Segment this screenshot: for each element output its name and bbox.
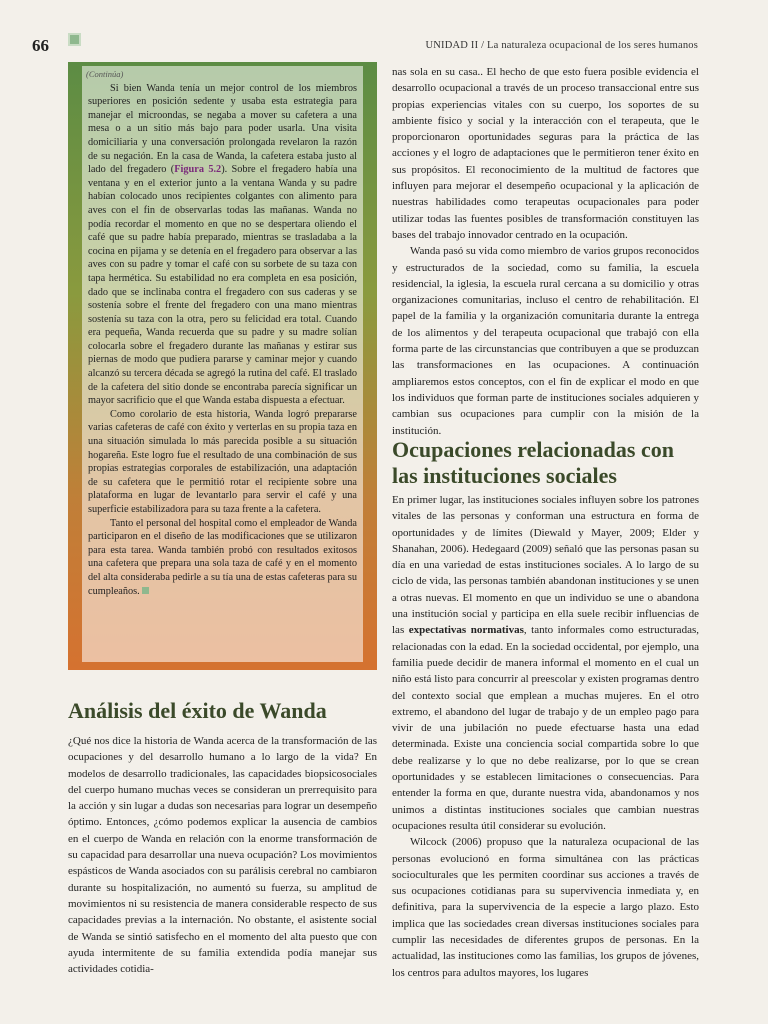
- page-number: 66: [32, 36, 49, 55]
- case-study-text: [82, 66, 363, 662]
- continua-label: (Continúa): [86, 69, 124, 79]
- figure-reference[interactable]: Figura 5.2: [174, 164, 222, 176]
- box-paragraph-2: Como corolario de esta historia, Wanda logró prepararse varias cafeteras de café con éxito y verterlas en su propia taza en una situación simulada lo más parecida posible a su situación hogareña. Este logro fue el resultado de una combinación de sus propias estrategias corporales de estabilización, una adaptación de su cafetera que le permitió rotar el recipiente sobre una plataforma en lugar de levantarlo para servir el café y una superficie estabilizadora para su taza frente a la cafetera.: [88, 408, 357, 515]
- section-heading-ocupaciones: Ocupaciones relacionadas con las instituciones sociales: [392, 437, 674, 488]
- green-square-icon: [68, 33, 81, 46]
- right-column-top: [392, 64, 699, 439]
- right-paragraph-3: En primer lugar, las instituciones sociales influyen sobre los patrones vitales de las personas y conforman una estructura en forma de oportunidades y de límites (Diewald y Mayer, 2009; Elder y Shanahan, 2006). Hedegaard (2009) señaló que las personas pasan su día en una variedad de estas instituciones sociales. A lo largo de su ciclo de vida, las personas también abandonan instituciones y se unen a otras nuevas. El momento en que un individuo se une o abandona una institución social y participa en ella suele recibir influencias de las expectativas normativas, tanto informales como estructuradas, relacionadas con la edad. En la sociedad occidental, por ejemplo, una familia puede decidir de manera informal el momento en el cual un niño está listo para concurrir al preescolar y existen programas dentro del contexto social que emplean a muchas mujeres. En el otro extremo, el abandono del lugar de trabajo y de un empleo pago para vivir de una jubilación no puede efectuarse hasta una edad determinada. Existe una conciencia social compartida sobre lo que debe realizarse y lo que no debe realizarse, por lo que se crean oportunidades y se establecen limitaciones o consecuencias. Para entender la forma en que, durante nuestra vida, abandonamos y nos unimos a distintas instituciones sociales que cambian nuestras ocupaciones resulta útil considerar su evolución.: [392, 494, 699, 832]
- case-study-box: [68, 62, 377, 670]
- right-column-bottom: [392, 492, 699, 981]
- key-term: expectativas normativas: [408, 624, 524, 637]
- end-mark-icon: [142, 587, 149, 594]
- box-paragraph-3: Tanto el personal del hospital como el empleador de Wanda participaron en el diseño de las modificaciones que se utilizaron para esta tarea. Wanda también probó con resultados exitosos una cafetera que prepara una sola taza de café y en el momento del alta consideraba pedirle a su tía una de estas cafeteras para su cumpleaños.: [88, 517, 357, 597]
- right-paragraph-1: nas sola en su casa.. El hecho de que esto fuera posible evidencia el desarrollo ocupacional a través de un proceso transaccional entre sus propias experiencias vitales con su cuerpo, los soportes de su ambiente físico y social y la interacción con el terapeuta, que le proporcionaron oportunidades seguras para la práctica de las acciones y el logro de adaptaciones que le permitieron tener éxito en sus propósitos. El reconocimiento de la multitud de factores que influyen para mejorar el desempeño ocupacional y la aplicación de nuestras habilidades como terapeutas ocupacionales para poder utilizar todas las fuentes posibles de transformación constituyen las bases del trabajo innovador centrado en la ocupación.: [392, 66, 699, 241]
- section-heading-analisis: Análisis del éxito de Wanda: [68, 698, 327, 723]
- left-paragraph-1: ¿Qué nos dice la historia de Wanda acerca de la transformación de las ocupaciones y del desarrollo humano a lo largo de la vida? En modelos de desarrollo tradicionales, las capacidades biopsicosociales del cuerpo humano muchas veces se consideran un prerrequisito para la acción y sin lugar a dudas son necesarias para lograr un desempeño óptimo. Entonces, ¿cómo podemos explicar la ausencia de cambios en el cuerpo de Wanda en relación con la enorme transformación de su capacidad para desarrollar una nueva ocupación? Los movimientos espásticos de Wanda asociados con su parálisis cerebral no cambiaron durante su hospitalización, no aumentó su fuerza, su amplitud de movimientos ni su resistencia de manera considerable respecto de sus capacidades previas a la internación. No obstante, el asistente social de Wanda se sintió satisfecho en el momento del alta puesto que con ayuda intermitente de su familia extendida podía manejar sus actividades cotidia-: [68, 735, 377, 976]
- left-column: [68, 733, 377, 977]
- right-paragraph-2: Wanda pasó su vida como miembro de varios grupos reconocidos y estructurados de la sociedad, como su familia, la escuela residencial, la iglesia, la escuela rural cercana a su domicilio y otras organizaciones comunitarias, incluso el centro de rehabilitación. El papel de la familia y la organización comunitaria durante la entrega de los alimentos y del terapeuta ocupacional que trabajó con ella forma parte de las circunstancias que contribuyen a que se produzcan las transformaciones en las ocupaciones. A continuación ampliaremos estos conceptos, con el fin de explicar el modo en que los individuos que forman parte de instituciones sociales adquieren y cambian sus ocupaciones para cumplir con la misión de la institución.: [392, 245, 699, 437]
- running-head: UNIDAD II / La naturaleza ocupacional de los seres humanos: [425, 40, 698, 51]
- box-paragraph-1: Si bien Wanda tenía un mejor control de los miembros superiores en posición sedente y usaba esta estrategia para manejar el microondas, se negaba a mover su cafetera a una mesa o a un sitio más bajo para poder usarla. Una visita domiciliaria y una conversación prolongada revelaron la razón de su negación. En la casa de Wanda, la cafetera estaba justo al lado del fregadero (Figura 5.2). Sobre el fregadero había una ventana y en el exterior junto a la ventana Wanda y su padre habían colocado unos recipientes colgantes con alimento para aves con el fin de observarlas todas las mañanas. Wanda no podía recordar el momento en que no se despertara oliendo el café que su padre había preparado, mientras se trasladaba a la cocina en pijama y se detenía en el fregadero para observar a las aves con su padre y tomar el café con su sorbete de su taza con tapa hermética. Su estabilidad no era completa en esa posición, dado que se inclinaba contra el fregadero con sus caderas y se sostenía sobre el frente del fregadero con una mano mientras sostenía su taza con la otra, pero su felicidad era total. Cuando era pequeña, Wanda recuerda que su padre y su madre solían colocarla sobre el fregadero durante las mañanas y estirar sus piernas de modo que pudiera pararse y caminar mejor y cuando alcanzó su tercera década se agregó la rutina del café. El traslado de la cafetera del sitio donde se encontraba parecía significar un mayor sacrificio que el que Wanda estaba dispuesta a efectuar.: [88, 82, 358, 407]
- right-paragraph-4: Wilcock (2006) propuso que la naturaleza ocupacional de las personas evolucionó en forma simultánea con las prácticas socioculturales que les permiten coordinar sus acciones a través de sus ocupaciones cotidianas para su supervivencia inmediata y, en definitiva, para la supervivencia de la especie a largo plazo. Esto implica que las sociedades crean diversas instituciones sociales para cumplir las necesidades de diferentes grupos de personas. En la actualidad, las instituciones como las familias, los grupos de jóvenes, los centros para adultos mayores, los lugares: [392, 836, 699, 979]
